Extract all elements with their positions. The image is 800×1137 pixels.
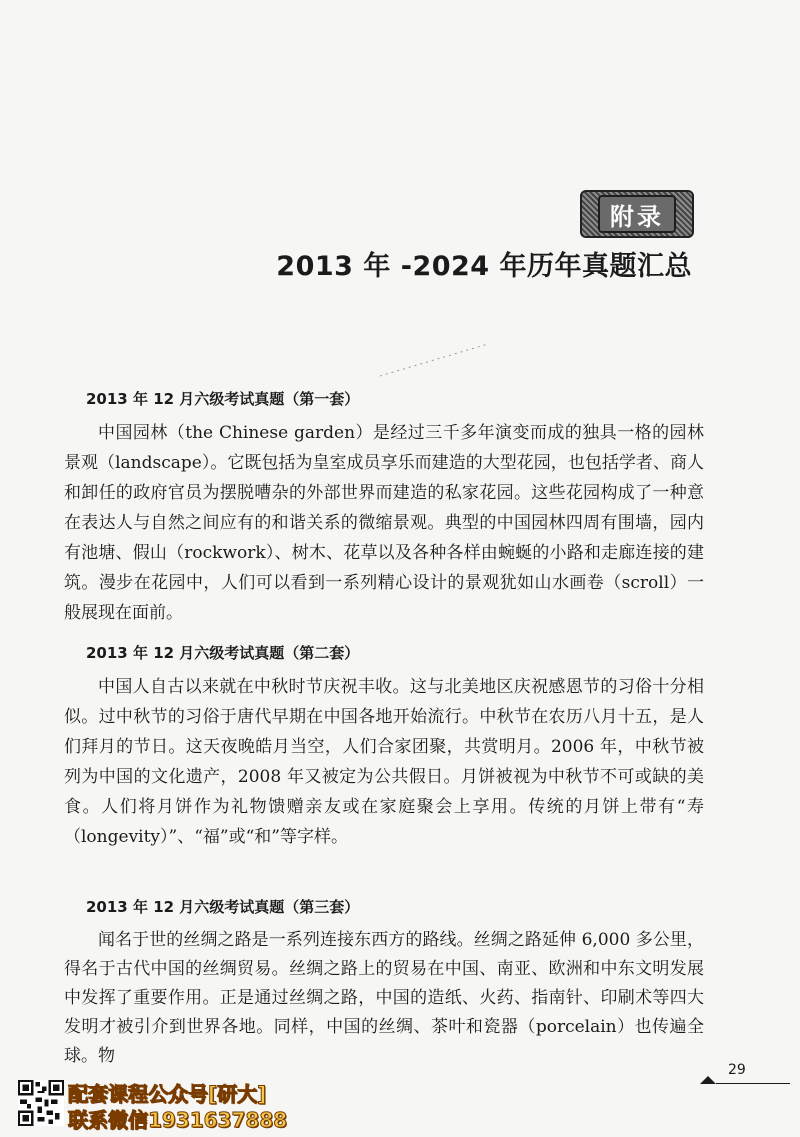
section-title: 2013 年 12 月六级考试真题（第一套） [86,390,360,408]
decorative-dash-line [380,340,490,380]
section-title: 2013 年 12 月六级考试真题（第二套） [86,644,360,662]
section-paragraph: 中国园林（the Chinese garden）是经过三千多年演变而成的独具一格的园林景观（landscape）。它既包括为皇室成员享乐而建造的大型花园，也包括学者、商人和卸任的政府官员为摆脱嘈杂的外部世界而建造的私家花园。这些花园构成了一种意在表达人与自然之间应有的和谐关系的微缩景观。典型的中国园林四周有围墙，园内有池塘、假山（rockwork）、树木、花草以及各种各样由蜿蜒的小路和走廊连接的建筑。漫步在花园中，人们可以看到一系列精心设计的景观犹如山水画卷（scroll）一般展现在面前。 [64,423,704,623]
section-1 [64,386,704,628]
section-2 [64,640,704,852]
page-title: 2013 年 -2024 年历年真题汇总 [276,251,692,282]
appendix-badge [580,190,694,238]
watermark-line-1: 配套课程公众号[研大] [68,1082,267,1106]
section-paragraph: 中国人自古以来就在中秋时节庆祝丰收。这与北美地区庆祝感恩节的习俗十分相似。过中秋节的习俗于唐代早期在中国各地开始流行。中秋节在农历八月十五，是人们拜月的节日。这天夜晚皓月当空，人们合家团聚，共赏明月。2006 年，中秋节被列为中国的文化遗产，2008 年又被定为公共假日。月饼被视为中秋节不可或缺的美食。人们将月饼作为礼物馈赠亲友或在家庭聚会上享用。传统的月饼上带有“寿（longevity）”、“福”或“和”等字样。 [64,677,704,847]
page-marker-triangle-icon [700,1076,716,1084]
section-paragraph: 闻名于世的丝绸之路是一系列连接东西方的路线。丝绸之路延伸 6,000 多公里，得名于古代中国的丝绸贸易。丝绸之路上的贸易在中国、南亚、欧洲和中东文明发展中发挥了重要作用。正是通过丝绸之路，中国的造纸、火药、指南针、印刷术等四大发明才被引介到世界各地。同样，中国的丝绸、茶叶和瓷器（porcelain）也传遍全球。物 [64,930,704,1066]
section-title: 2013 年 12 月六级考试真题（第三套） [86,898,360,916]
section-3 [64,894,704,1071]
watermark-line-2: 联系微信1931637888 [68,1108,288,1132]
page-number: 29 [728,1062,746,1078]
appendix-badge-label: 附录 [598,195,676,233]
qr-code-icon[interactable] [18,1080,64,1126]
footer-rule [716,1083,790,1084]
